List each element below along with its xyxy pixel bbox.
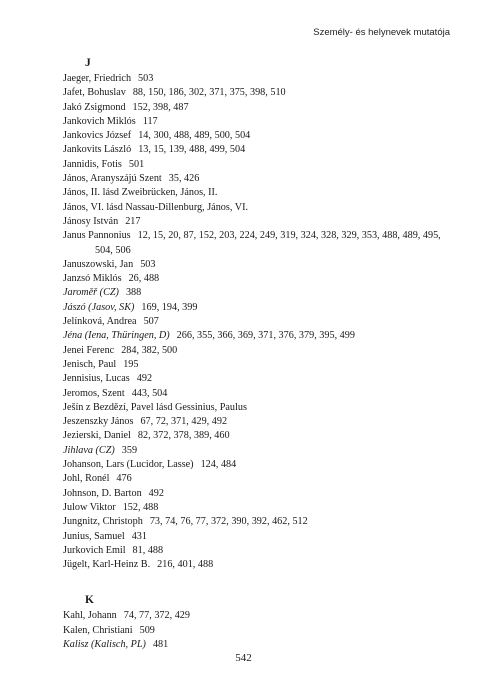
section-letter: K [85,594,94,607]
index-entry [63,315,451,329]
entry-pages: 216, 401, 488 [157,559,214,571]
entry-name: János, VI. lásd Nassau-Dillenburg, János, VI. [63,201,249,213]
index-body [63,55,451,652]
entry-pages: 195 [123,358,139,370]
entry-pages: 284, 382, 500 [121,344,178,356]
entry-pages: 509 [139,624,155,636]
entry-name: Kalisz (Kalisch, PL) [63,638,146,650]
entry-pages: 81, 488 [132,544,164,556]
entry-name: Jankovics József [63,130,132,142]
index-entry [63,429,451,443]
entry-name: Kahl, Johann [63,610,117,622]
entry-name: Janzsó Miklós [63,273,122,285]
entry-name: Jungnitz, Christoph [63,516,143,528]
entry-name: Julow Viktor [63,501,116,513]
entry-name: Jezierski, Daniel [63,430,131,442]
entry-pages: 152, 398, 487 [132,101,189,113]
index-entry [63,301,451,315]
entry-name: Ješín z Bezdězí, Pavel lásd Gessinius, Paulus [63,401,247,413]
index-entry [63,229,451,258]
index-entry [63,624,451,638]
index-entry [63,143,451,157]
entry-name: Jenei Ferenc [63,344,115,356]
index-entry [63,544,451,558]
index-entry [63,515,451,529]
section-j-entries [63,72,451,572]
index-entry [63,609,451,623]
entry-pages: 431 [131,530,147,542]
index-entry [63,458,451,472]
entry-pages: 388 [125,287,142,299]
index-entry [63,258,451,272]
entry-name: Johl, Ronél [63,473,110,485]
entry-name: Januszowski, Jan [63,258,134,270]
entry-pages: 481 [152,638,169,650]
entry-name: Kalen, Christiani [63,624,133,636]
index-entry [63,86,451,100]
index-entry [63,329,451,343]
entry-pages: 169, 194, 399 [141,301,198,313]
entry-name: Jankovits László [63,144,132,156]
index-entry [63,115,451,129]
entry-name: Jügelt, Karl-Heinz B. [63,559,151,571]
index-entry [63,172,451,186]
entry-pages: 35, 426 [168,173,200,185]
index-entry [63,401,451,415]
entry-pages: 74, 77, 372, 429 [123,610,190,622]
index-entry [63,501,451,515]
entry-pages: 117 [142,115,158,127]
entry-name: Jeromos, Szent [63,387,125,399]
entry-name: Janus Pannonius [63,230,131,242]
entry-pages: 73, 74, 76, 77, 372, 390, 392, 462, 512 [149,516,308,528]
index-entry [63,358,451,372]
entry-name: Jurkovich Emil [63,544,126,556]
entry-pages: 12, 15, 20, 87, 152, 203, 224, 249, 319, 324, 328, 329, 353, 488, 489, 495, 504, 506 [95,230,441,256]
entry-pages: 501 [128,158,145,170]
index-entry [63,372,451,386]
entry-pages: 124, 484 [200,459,237,471]
entry-pages: 82, 372, 378, 389, 460 [137,430,230,442]
entry-pages: 67, 72, 371, 429, 492 [140,416,228,428]
entry-pages: 217 [125,215,141,227]
entry-name: Jafet, Bohuslav [63,87,126,99]
entry-name: Jánosy István [63,215,119,227]
entry-pages: 152, 488 [122,501,159,513]
entry-pages: 13, 15, 139, 488, 499, 504 [138,144,246,156]
entry-pages: 443, 504 [131,387,168,399]
index-entry [63,286,451,300]
entry-name: Junius, Samuel [63,530,125,542]
index-entry [63,158,451,172]
entry-pages: 359 [121,444,138,456]
entry-name: Jéna (Iena, Thüringen, D) [63,330,170,342]
running-head: Személy- és helynevek mutatója [313,27,450,38]
index-entry [63,387,451,401]
entry-name: Jenisch, Paul [63,358,117,370]
index-entry [63,101,451,115]
section-spacer [63,572,451,592]
index-entry [63,272,451,286]
index-entry [63,558,451,572]
entry-pages: 14, 300, 488, 489, 500, 504 [138,130,251,142]
entry-pages: 503 [140,258,156,270]
index-entry [63,186,451,200]
index-entry [63,487,451,501]
entry-pages: 88, 150, 186, 302, 371, 375, 398, 510 [132,87,286,99]
entry-name: Jihlava (CZ) [63,444,115,456]
entry-name: Jakó Zsigmond [63,101,126,113]
index-entry [63,201,451,215]
index-entry [63,344,451,358]
entry-name: Jászó (Jasov, SK) [63,301,135,313]
index-entry [63,638,451,652]
index-entry [63,530,451,544]
entry-name: Jaeger, Friedrich [63,73,132,84]
entry-pages: 492 [148,487,164,499]
index-entry [63,415,451,429]
entry-pages: 476 [116,473,132,485]
entry-pages: 507 [143,316,159,328]
index-entry [63,72,451,86]
entry-name: János, Aranyszájú Szent [63,173,162,185]
entry-name: Jelínková, Andrea [63,316,137,328]
entry-pages: 492 [136,373,153,385]
section-letter: J [85,57,91,69]
entry-pages: 26, 488 [128,273,160,285]
page-number: 542 [235,652,252,664]
entry-pages: 266, 355, 366, 369, 371, 376, 379, 395, 499 [176,330,355,342]
entry-name: Jeszenszky János [63,416,134,428]
entry-name: Jennisius, Lucas [63,373,130,385]
entry-name: Johnson, D. Barton [63,487,142,499]
section-k-entries [63,609,451,652]
index-entry [63,129,451,143]
index-entry [63,215,451,229]
entry-name: János, II. lásd Zweibrücken, János, II. [63,187,218,199]
entry-pages: 503 [138,73,154,84]
entry-name: Jaroměř (CZ) [63,287,119,299]
entry-name: Jannidis, Fotis [63,158,122,170]
entry-name: Johanson, Lars (Lucidor, Lasse) [63,459,194,471]
index-entry [63,472,451,486]
entry-name: Jankovich Miklós [63,115,136,127]
index-entry [63,444,451,458]
